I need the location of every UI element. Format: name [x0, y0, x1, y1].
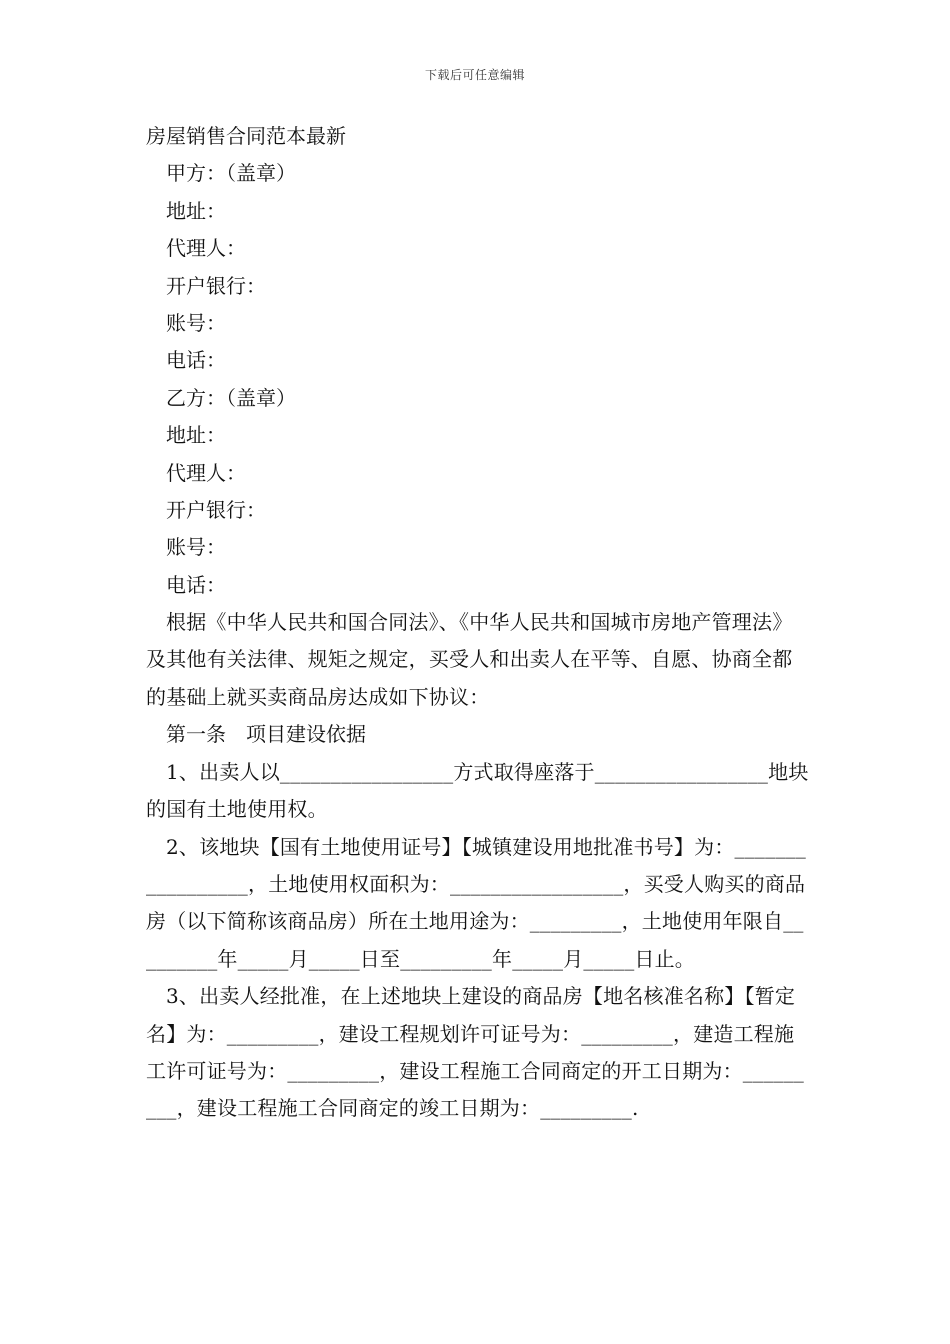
- header-note: 下载后可任意编辑: [424, 68, 525, 82]
- party-a-address: 地址：: [166, 198, 226, 223]
- party-a-account: 账号：: [166, 310, 226, 335]
- article-1-clause-2: 2、该地块【国有土地使用证号】【城镇建设用地批准书号】为：_________________，土地使用权面积为：_________________，买受人购买的商品房（以下简称该商品房）所在土地用途为：_________，土地使用年限自_________年_____月_____日至_________年_____月_____日止。: [146, 834, 806, 971]
- party-a-phone: 电话：: [166, 348, 226, 373]
- party-a-agent: 代理人：: [166, 236, 246, 261]
- article-1-clause-1: 1、出卖人以_________________方式取得座落于_________________地块的国有土地使用权。: [146, 759, 809, 822]
- party-a-section: [146, 155, 810, 379]
- party-b-label: 乙方：（盖章）: [166, 385, 296, 410]
- party-b-phone: 电话：: [166, 572, 226, 597]
- contract-body: [146, 118, 810, 1128]
- party-a-bank: 开户银行：: [166, 273, 266, 298]
- party-b-bank: 开户银行：: [166, 497, 266, 522]
- party-b-section: [146, 380, 810, 604]
- preamble-paragraph: 根据《中华人民共和国合同法》、《中华人民共和国城市房地产管理法》及其他有关法律、规矩之规定，买受人和出卖人在平等、自愿、协商全都的基础上就买卖商品房达成如下协议：: [146, 610, 793, 709]
- party-a-label: 甲方：（盖章）: [166, 161, 296, 186]
- party-b-agent: 代理人：: [166, 460, 246, 485]
- document-title: 房屋销售合同范本最新: [146, 124, 346, 148]
- party-b-address: 地址：: [166, 423, 226, 448]
- article-1-clause-3: 3、出卖人经批准，在上述地块上建设的商品房【地名核准名称】【暂定名】为：_________，建设工程规划许可证号为：_________，建造工程施工许可证号为：_________，建设工程施工合同商定的开工日期为：_________，建设工程施工合同商定的竣工日期为：_________.: [146, 984, 804, 1121]
- party-b-account: 账号：: [166, 535, 226, 560]
- article-1-heading: 第一条 项目建设依据: [166, 722, 366, 747]
